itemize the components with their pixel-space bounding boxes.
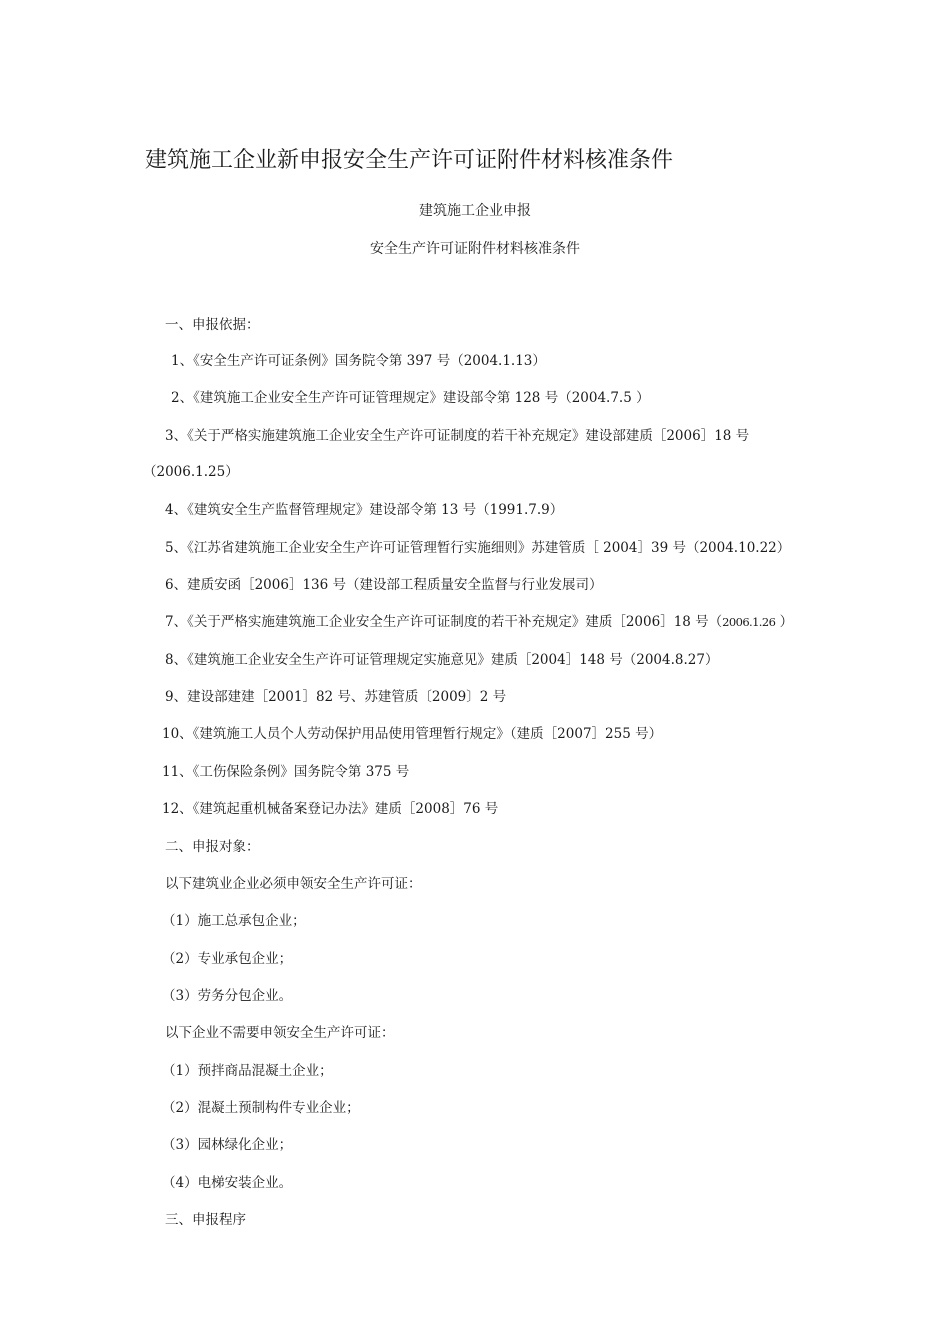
exempt-item-2: （2）混凝土预制构件专业企业； [162, 1100, 360, 1116]
basis-item-4: 4、《建筑安全生产监督管理规定》建设部令第 13 号（1991.7.9） [165, 502, 564, 518]
basis-item-3-continued: （2006.1.25） [143, 464, 239, 480]
section-1-heading: 一、申报依据： [165, 317, 260, 333]
basis-item-7-text: 7、《关于严格实施建筑施工企业安全生产许可证制度的若干补充规定》建质［2006］18 号（ [165, 614, 723, 630]
exempt-item-4: （4）电梯安装企业。 [162, 1175, 293, 1191]
basis-item-3: 3、《关于严格实施建筑施工企业安全生产许可证制度的若干补充规定》建设部建质［2006］18 号 [165, 428, 750, 444]
basis-item-10: 10、《建筑施工人员个人劳动保护用品使用管理暂行规定》（建质［2007］255 号） [162, 726, 663, 742]
exempt-item-1: （1）预拌商品混凝土企业； [162, 1063, 333, 1079]
basis-item-9: 9、建设部建建［2001］82 号、苏建管质〔2009〕2 号 [165, 689, 507, 705]
basis-item-7-date: 2006.1.26 [722, 615, 776, 629]
required-item-1: （1）施工总承包企业； [162, 913, 306, 929]
subtitle-line-1: 建筑施工企业申报 [419, 203, 531, 219]
document-title: 建筑施工企业新申报安全生产许可证附件材料核准条件 [145, 148, 674, 173]
required-item-2: （2）专业承包企业； [162, 951, 293, 967]
required-intro: 以下建筑业企业必须申领安全生产许可证： [165, 876, 422, 892]
basis-item-1: 1、《安全生产许可证条例》国务院令第 397 号（2004.1.13） [171, 353, 546, 369]
exempt-intro: 以下企业不需要申领安全生产许可证： [165, 1025, 395, 1041]
basis-item-7-close: ） [775, 614, 794, 630]
section-2-heading: 二、申报对象： [165, 839, 260, 855]
basis-item-7 [165, 612, 793, 632]
basis-item-11: 11、《工伤保险条例》国务院令第 375 号 [162, 764, 410, 780]
subtitle-line-2: 安全生产许可证附件材料核准条件 [370, 241, 580, 257]
basis-item-12: 12、《建筑起重机械备案登记办法》建质［2008］76 号 [162, 801, 499, 817]
basis-item-8: 8、《建筑施工企业安全生产许可证管理规定实施意见》建质［2004］148 号（2004.8.27） [165, 652, 719, 668]
basis-item-6: 6、建质安函［2006］136 号（建设部工程质量安全监督与行业发展司） [165, 577, 603, 593]
exempt-item-3: （3）园林绿化企业； [162, 1137, 293, 1153]
basis-item-2: 2、《建筑施工企业安全生产许可证管理规定》建设部令第 128 号（2004.7.5 ） [171, 390, 650, 406]
required-item-3: （3）劳务分包企业。 [162, 988, 293, 1004]
basis-item-5: 5、《江苏省建筑施工企业安全生产许可证管理暂行实施细则》苏建管质［ 2004］39 号（2004.10.22） [165, 540, 791, 556]
section-3-heading: 三、申报程序 [165, 1212, 246, 1228]
